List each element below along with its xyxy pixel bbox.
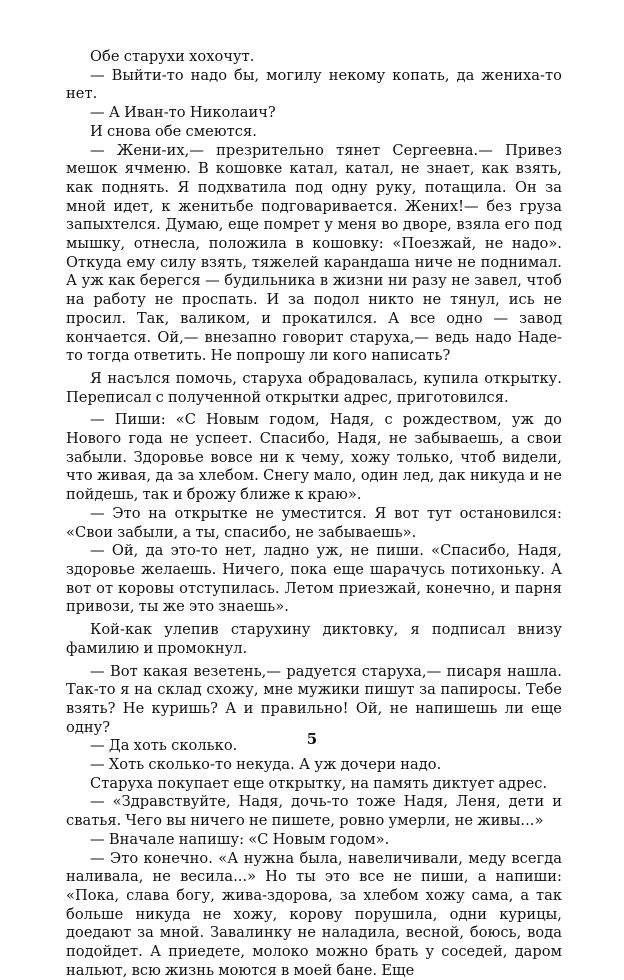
paragraph-7: — Пиши: «С Новым годом, Надя, с рождеством, уж до Нового года не успеет. Спасибо, Надя, не забываешь, а свои забыли. Здоровье вовсе ни к чему, хожу только, чтоб видели, что живая, да за хлебом. Снегу мало, один лед, дак никуда и не пойдешь, так и брожу ближе к краю». (66, 411, 562, 504)
paragraph-14: Старуха покупает еще открытку, на память диктует адрес. (90, 774, 548, 792)
paragraph-2: — Выйти-то надо бы, могилу некому копать, да жениха-то нет. (66, 66, 562, 103)
paragraph-15: — «Здравствуйте, Надя, дочь-то тоже Надя, Леня, дети и сватья. Чего вы ничего не пишете, ровно умерли, не живы...» (66, 793, 562, 830)
paragraph-3: — А Иван-то Николаич? (90, 104, 276, 122)
paragraph-4: И снова обе смеются. (90, 122, 257, 140)
paragraph-6: Я насълся помочь, старуха обрадовалась, купила открытку. Переписал с полученной открытки адрес, приготовился. (66, 369, 562, 406)
paragraph-5: — Жени-их,— презрительно тянет Сергеевна.— Привез мешок ячменю. В кошовке катал, катал, не знает, как взять, как поднять. Я подхватила под одну руку, потащила. Он за мной идет, к женитьбе подговаривается. Жених!— без груза запыхтелся. Думаю, еще помрет у меня во дворе, взяла его под мышку, отнесла, положила в кошовку: «Поезжай, не надо». Откуда ему силу взять, тяжелей карандаша ниче не поднимал. А уж как берегся — будильника в жизни ни разу не завел, чтоб на работу не проспать. И за подол никто не тянул, ись не просил. Так, валиком, и прокатился. А все одно — завод кончается. Ой,— внезапно говорит старуха,— ведь надо Наде-то тогда ответить. Не попрошу ли кого написать? (66, 141, 562, 365)
page-number: 5 (306, 730, 318, 748)
paragraph-9: — Ой, да это-то нет, ладно уж, не пиши. «Спасибо, Надя, здоровье желаешь. Ничего, пока еще шарачусь потихоньку. А вот от коровы отступилась. Летом приезжай, конечно, и парня привози, ты же это знаешь». (66, 542, 562, 616)
paragraph-16: — Вначале напишу: «С Новым годом». (90, 830, 390, 848)
paragraph-1: Обе старухи хохочут. (90, 48, 255, 65)
paragraph-11: — Вот какая везетень,— радуется старуха,— писаря нашла. Так-то я на склад схожу, мне мужики пишут за папиросы. Тебе взять? Не куришь? А и правильно! Ой, не напишешь ли еще одну? (66, 662, 562, 736)
paragraph-17: — Это конечно. «А нужна была, навеличивали, меду всегда наливала, не весила...» Но ты это все не пиши, а напиши: «Пока, слава богу, жива-здорова, за хлебом хожу сама, а так больше никуда не хожу, корову порушила, одни курицы, доедают за мной. Завалинку не наладила, весной, боюсь, вода подойдет. А приедете, молоко можно брать у соседей, даром нальют, всю жизнь моются в моей бане. Еще (66, 849, 562, 979)
paragraph-8: — Это на открытке не уместится. Я вот тут остановился: «Свои забыли, а ты, спасибо, не забываешь». (66, 504, 562, 541)
page-text (66, 48, 562, 980)
paragraph-10: Кой-как улепив старухину диктовку, я подписал внизу фамилию и промокнул. (66, 621, 562, 657)
paragraph-13: — Хоть сколько-то некуда. А уж дочери надо. (90, 756, 442, 774)
paragraph-12: — Да хоть сколько. (90, 737, 238, 755)
